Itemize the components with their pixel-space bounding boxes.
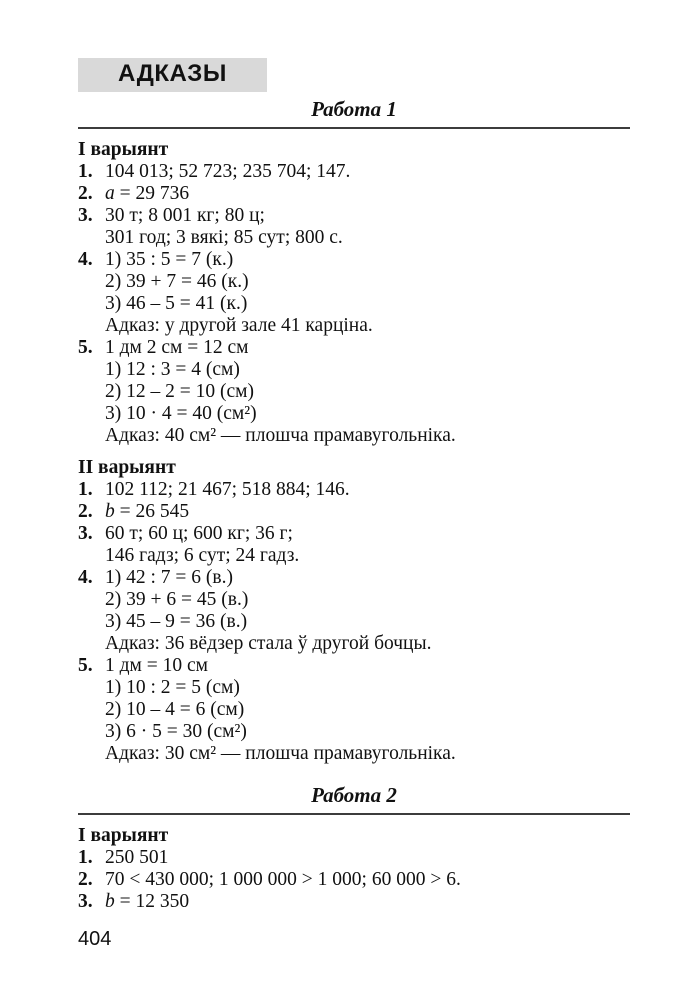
- item-number: 1.: [78, 847, 93, 868]
- answer-line: b = 12 350: [105, 891, 190, 912]
- answer-lines: [105, 523, 630, 567]
- answer-line: Адказ: у другой зале 41 карціна.: [105, 315, 373, 336]
- answer-line: 2) 39 + 7 = 46 (к.): [105, 271, 249, 292]
- answer-line: 1 дм 2 см = 12 см: [105, 337, 249, 358]
- variant-label: II варыянт: [78, 457, 176, 478]
- answer-line: 3) 46 – 5 = 41 (к.): [105, 293, 248, 314]
- answer-line: 60 т; 60 ц; 600 кг; 36 г;: [105, 523, 293, 544]
- answer-item: [78, 847, 630, 869]
- item-number: 1.: [78, 479, 93, 500]
- answer-line: 2) 12 – 2 = 10 (см): [105, 381, 254, 402]
- item-number: 5.: [78, 655, 93, 676]
- answer-line: 301 год; 3 вякі; 85 сут; 800 с.: [105, 227, 343, 248]
- answer-item: [78, 183, 630, 205]
- answer-item: [78, 337, 630, 447]
- section: [78, 97, 630, 765]
- item-number: 1.: [78, 161, 93, 182]
- variant-label: I варыянт: [78, 139, 169, 160]
- item-number: 4.: [78, 249, 93, 270]
- section: [78, 783, 630, 913]
- answer-lines: [105, 479, 630, 501]
- answers-header-box: АДКАЗЫ: [78, 58, 267, 92]
- section-title: Работа 1: [78, 97, 630, 129]
- answer-lines: [105, 337, 630, 447]
- answer-line: 1) 35 : 5 = 7 (к.): [105, 249, 234, 270]
- answer-line: 70 < 430 000; 1 000 000 > 1 000; 60 000 > 6.: [105, 869, 461, 890]
- answer-line: 30 т; 8 001 кг; 80 ц;: [105, 205, 265, 226]
- item-number: 4.: [78, 567, 93, 588]
- answer-line: Адказ: 30 см² — плошча прамавугольніка.: [105, 743, 456, 764]
- answer-lines: [105, 161, 630, 183]
- answer-line: Адказ: 36 вёдзер стала ў другой бочцы.: [105, 633, 432, 654]
- answer-line: Адказ: 40 см² — плошча прамавугольніка.: [105, 425, 456, 446]
- answer-line: a = 29 736: [105, 183, 190, 204]
- item-number: 3.: [78, 523, 93, 544]
- item-number: 2.: [78, 501, 93, 522]
- answer-item: [78, 479, 630, 501]
- answer-item: [78, 249, 630, 337]
- answer-lines: [105, 567, 630, 655]
- sections-container: [78, 97, 630, 913]
- answer-line: 3) 45 – 9 = 36 (в.): [105, 611, 248, 632]
- page-number: 404: [78, 928, 112, 950]
- answer-line: 3) 6 · 5 = 30 (см²): [105, 721, 247, 742]
- answer-item: [78, 523, 630, 567]
- answer-item: [78, 501, 630, 523]
- answer-line: 1) 42 : 7 = 6 (в.): [105, 567, 233, 588]
- answer-lines: [105, 501, 630, 523]
- item-number: 2.: [78, 869, 93, 890]
- section-title: Работа 2: [78, 783, 630, 815]
- item-number: 2.: [78, 183, 93, 204]
- answer-lines: [105, 869, 630, 891]
- answer-lines: [105, 205, 630, 249]
- item-number: 5.: [78, 337, 93, 358]
- answer-line: 146 гадз; 6 сут; 24 гадз.: [105, 545, 300, 566]
- answer-item: [78, 161, 630, 183]
- answer-lines: [105, 249, 630, 337]
- item-number: 3.: [78, 891, 93, 912]
- answer-line: 1 дм = 10 см: [105, 655, 209, 676]
- math-variable: b: [105, 891, 115, 912]
- answer-lines: [105, 847, 630, 869]
- answer-line: 3) 10 · 4 = 40 (см²): [105, 403, 257, 424]
- variant-label: I варыянт: [78, 825, 169, 846]
- math-variable: a: [105, 183, 115, 204]
- answer-lines: [105, 655, 630, 765]
- answer-line: 2) 39 + 6 = 45 (в.): [105, 589, 249, 610]
- answer-item: [78, 869, 630, 891]
- answer-line: 2) 10 – 4 = 6 (см): [105, 699, 245, 720]
- answer-line: 1) 10 : 2 = 5 (см): [105, 677, 240, 698]
- answer-lines: [105, 183, 630, 205]
- answer-line: b = 26 545: [105, 501, 190, 522]
- answer-item: [78, 655, 630, 765]
- math-variable: b: [105, 501, 115, 522]
- item-number: 3.: [78, 205, 93, 226]
- answer-item: [78, 567, 630, 655]
- answer-line: 102 112; 21 467; 518 884; 146.: [105, 479, 350, 500]
- answer-line: 1) 12 : 3 = 4 (см): [105, 359, 240, 380]
- answer-line: 104 013; 52 723; 235 704; 147.: [105, 161, 351, 182]
- answer-lines: [105, 891, 630, 913]
- answer-item: [78, 891, 630, 913]
- answer-item: [78, 205, 630, 249]
- answer-line: 250 501: [105, 847, 169, 868]
